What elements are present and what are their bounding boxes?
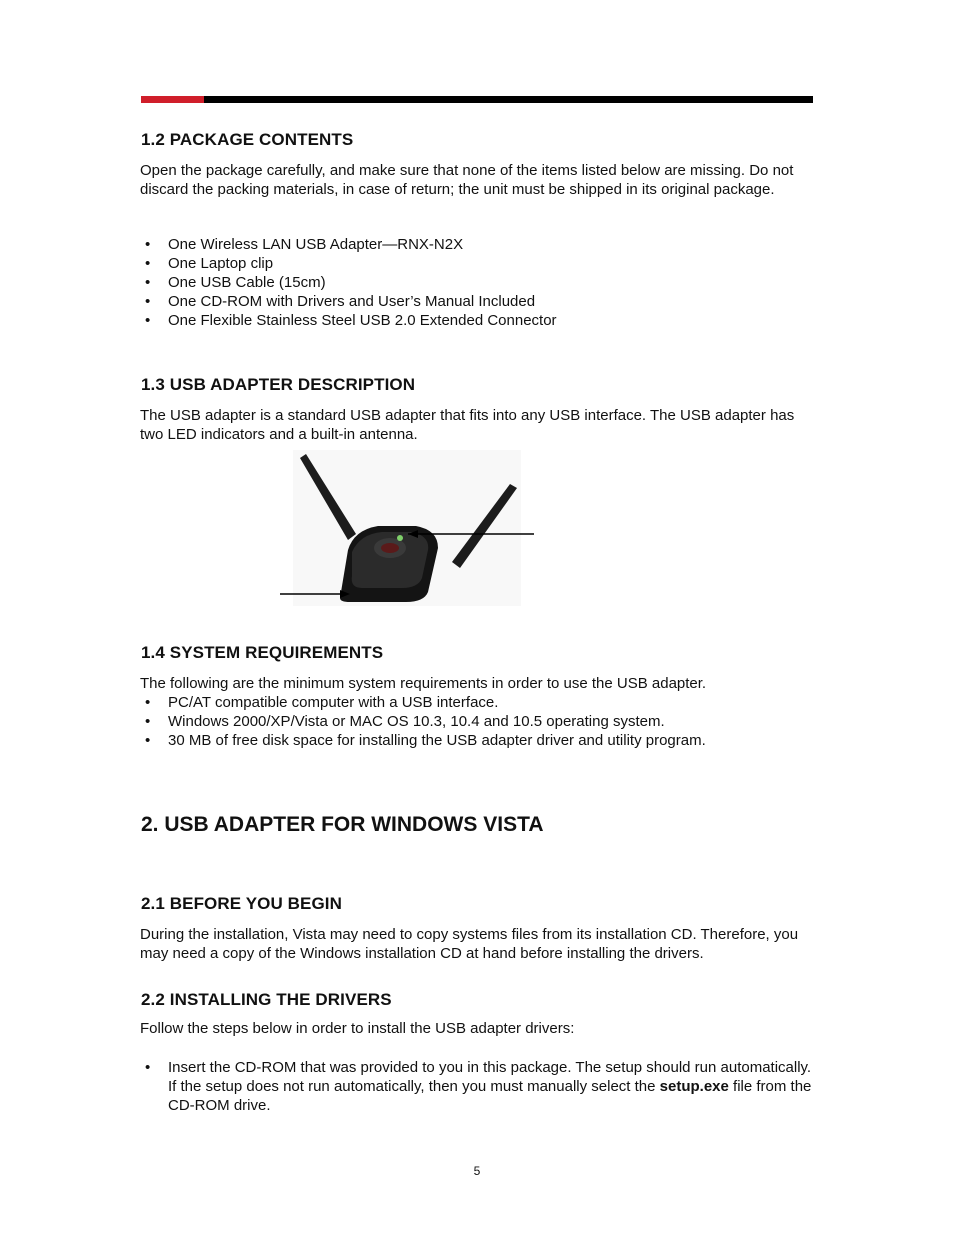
installing-intro: Follow the steps below in order to install the USB adapter drivers:: [140, 1020, 575, 1037]
heading-installing-drivers: 2.2 INSTALLING THE DRIVERS: [141, 990, 392, 1009]
system-requirements-intro: The following are the minimum system requirements in order to use the USB adapter.: [140, 675, 707, 692]
header-rule: [141, 96, 813, 103]
setup-exe-filename: setup.exe: [659, 1078, 729, 1095]
step-text-tail: file from the CD-ROM drive.: [168, 1078, 812, 1114]
list-item: • One Laptop clip: [140, 254, 812, 273]
list-item: • One Flexible Stainless Steel USB 2.0 Extended Connector: [140, 311, 812, 330]
package-list: [140, 235, 812, 330]
usb-description-text: The USB adapter is a standard USB adapter that fits into any USB interface. The USB adapter has two LED indicators and a built-in antenna.: [140, 407, 795, 443]
installing-steps-list: [140, 1058, 812, 1115]
heading-usb-description: 1.3 USB ADAPTER DESCRIPTION: [141, 375, 416, 394]
list-item: • One CD-ROM with Drivers and User’s Manual Included: [140, 292, 812, 311]
page-number: 5: [473, 1164, 481, 1178]
step-text: Insert the CD-ROM that was provided to you in this package. The setup should run automatically. If the setup does not run automatically, then you must manually select the: [168, 1059, 812, 1095]
list-item: [140, 1058, 812, 1115]
list-item: • One Wireless LAN USB Adapter—RNX-N2X: [140, 235, 812, 254]
before-you-begin-text: During the installation, Vista may need to copy systems files from its installation CD. Therefore, you may need a copy of the Windows installation CD at hand before installing the drivers.: [140, 926, 799, 962]
system-requirements-list: [140, 693, 812, 750]
usb-adapter-image: [278, 450, 538, 606]
package-intro: Open the package carefully, and make sure that none of the items listed below are missing. Do not discard the packing materials, in case of return; the unit must be shipped in its original package.: [140, 162, 794, 198]
heading-package-contents: 1.2 PACKAGE CONTENTS: [141, 130, 354, 149]
list-item: • 30 MB of free disk space for installing the USB adapter driver and utility program.: [140, 731, 812, 750]
header-rule-accent: [141, 96, 204, 103]
list-item: • PC/AT compatible computer with a USB interface.: [140, 693, 812, 712]
heading-before-you-begin: 2.1 BEFORE YOU BEGIN: [141, 894, 343, 913]
heading-system-requirements: 1.4 SYSTEM REQUIREMENTS: [141, 643, 384, 662]
list-item: • One USB Cable (15cm): [140, 273, 812, 292]
chapter-title: 2. USB ADAPTER FOR WINDOWS VISTA: [141, 813, 544, 836]
list-item: • Windows 2000/XP/Vista or MAC OS 10.3, 10.4 and 10.5 operating system.: [140, 712, 812, 731]
